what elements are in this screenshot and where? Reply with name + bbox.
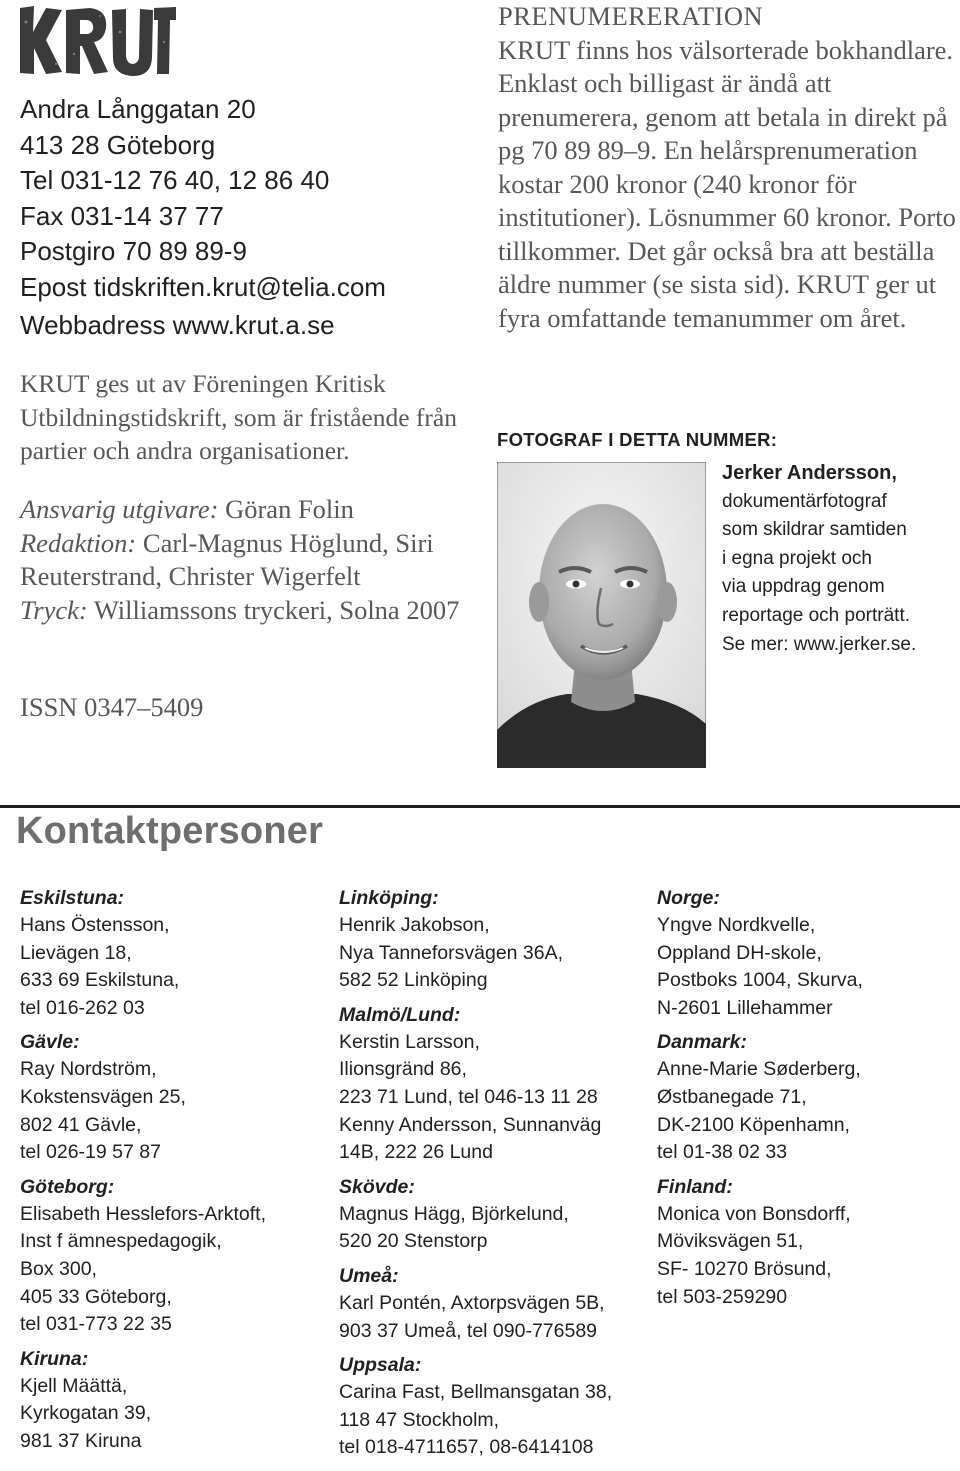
contact-line: Anne-Marie Søderberg, [657, 1058, 861, 1081]
street-address: Andra Långgatan 20 [20, 94, 256, 124]
contact-line: Kerstin Larsson, [339, 1030, 480, 1053]
contact-line: Lievägen 18, [20, 941, 132, 964]
contacts-title: Kontaktpersoner [16, 810, 324, 852]
printer-label: Tryck: [20, 594, 88, 625]
contact-entry [339, 1173, 649, 1256]
contact-line: Henrik Jakobson, [339, 914, 490, 936]
contact-line: N-2601 Lillehammer [657, 996, 833, 1019]
web-address-line: Webbadress www.krut.a.se [20, 310, 335, 340]
contact-line: Ray Nordström, [20, 1058, 157, 1081]
contact-line: Karl Pontén, Axtorpsvägen 5B, [339, 1291, 605, 1314]
contact-city: Gävle: [20, 1031, 80, 1054]
krut-logo [16, 2, 178, 80]
contacts-column-2 [339, 884, 649, 1468]
postgiro-line: Postgiro 70 89 89-9 [20, 236, 247, 266]
contact-line: 118 47 Stockholm, [339, 1408, 500, 1431]
editors-names: Carl-Magnus Höglund, Siri Reuterstrand, Christer Wigerfelt [20, 527, 434, 591]
contact-city: Norge: [657, 887, 720, 909]
contact-entry [20, 1173, 330, 1339]
contact-line: 633 69 Eskilstuna, [20, 969, 180, 992]
publisher-label: Ansvarig utgivare: [20, 494, 219, 524]
contact-line: Elisabeth Hesslefors-Arktoft, [20, 1202, 267, 1225]
contact-line: 520 20 Stenstorp [339, 1230, 488, 1253]
contact-entry [20, 884, 330, 1022]
contact-line: Möviksvägen 51, [657, 1230, 804, 1253]
phone-line: Tel 031-12 76 40, 12 86 40 [20, 165, 330, 195]
contact-line: Ilionsgränd 86, [339, 1058, 467, 1081]
contact-line: tel 018-4711657, 08-6414108 [339, 1436, 594, 1459]
contact-line: tel 503-259290 [657, 1285, 788, 1308]
photographer-name: Jerker Andersson, [722, 462, 897, 484]
contact-city: Finland: [657, 1175, 733, 1198]
editors-label: Redaktion: [20, 527, 137, 558]
contact-city: Umeå: [339, 1264, 399, 1287]
contact-city: Göteborg: [20, 1175, 115, 1198]
contact-line: Postboks 1004, Skurva, [657, 969, 863, 992]
publisher-credit [20, 493, 480, 527]
contact-city: Kiruna: [20, 1347, 89, 1370]
contact-line: Inst f ämnespedagogik, [20, 1230, 222, 1253]
contact-line: DK-2100 Köpenhamn, [657, 1113, 850, 1136]
contact-line: Magnus Hägg, Björkelund, [339, 1202, 569, 1225]
contact-line: 405 33 Göteborg, [20, 1285, 172, 1308]
publisher-name: Göran Folin [218, 494, 354, 524]
postal-city: 413 28 Göteborg [20, 129, 216, 160]
contact-line: 14B, 222 26 Lund [339, 1141, 493, 1164]
contact-line: Box 300, [20, 1257, 97, 1280]
contact-line: tel 026-19 57 87 [20, 1141, 161, 1164]
issn: ISSN 0347–5409 [20, 692, 204, 722]
contact-line: Carina Fast, Bellmansgatan 38, [339, 1381, 613, 1404]
contact-entry [657, 1173, 960, 1311]
contact-line: tel 01-38 02 33 [657, 1141, 788, 1164]
contact-line: 903 37 Umeå, tel 090-776589 [339, 1319, 598, 1342]
contact-city: Malmö/Lund: [339, 1003, 461, 1026]
contact-city: Uppsala: [339, 1354, 422, 1377]
contact-entry [339, 1262, 649, 1345]
contact-line: Østbanegade 71, [657, 1085, 807, 1108]
photographer-description: dokumentärfotograf som skildrar samtiden i egna projekt och via uppdrag genom reportage och porträtt. Se mer: www.jerker.se. [722, 490, 917, 655]
contact-line: 223 71 Lund, tel 046-13 11 28 [339, 1085, 598, 1108]
contact-line: Yngve Nordkvelle, [657, 914, 816, 936]
printer-credit [20, 594, 480, 628]
contact-line: Nya Tanneforsvägen 36A, [339, 941, 564, 964]
address-block [20, 92, 460, 344]
contact-line: Oppland DH-skole, [657, 941, 822, 964]
subscription-block [498, 0, 958, 335]
contact-line: Kenny Andersson, Sunnanväg [339, 1113, 602, 1136]
contact-line: Hans Östensson, [20, 914, 170, 936]
contact-line: tel 031-773 22 35 [20, 1313, 172, 1336]
contact-entry [339, 884, 649, 995]
photographer-bio [722, 459, 958, 659]
contact-line: SF- 10270 Brösund, [657, 1257, 832, 1280]
contact-line: 802 41 Gävle, [20, 1113, 142, 1136]
contact-line: Kokstensvägen 25, [20, 1085, 186, 1108]
contact-line: 582 52 Linköping [339, 969, 488, 992]
photographer-heading: FOTOGRAF I DETTA NUMMER: [497, 429, 778, 450]
contact-city: Skövde: [339, 1175, 415, 1198]
fax-line: Fax 031-14 37 77 [20, 200, 224, 231]
contact-city: Linköping: [339, 887, 439, 909]
contact-entry [339, 1001, 649, 1167]
contact-entry [657, 884, 960, 1022]
credits-block [20, 493, 480, 627]
contact-city: Danmark: [657, 1031, 747, 1054]
about-text: KRUT ges ut av Föreningen Kritisk Utbildningstidskrift, som är fristående från partier och andra organisationer. [20, 369, 457, 465]
contact-line: Kyrkogatan 39, [20, 1402, 152, 1425]
contacts-column-1 [20, 884, 330, 1462]
contact-entry [20, 1345, 330, 1456]
subscription-heading: PRENUMERERATION [498, 1, 764, 31]
subscription-text: KRUT finns hos välsorterade bokhandlare. Enklast och billigast är ändå att prenumerera, genom att betala in direkt på pg 70 89 89–9. En helårsprenumeration kostar 200 kronor (240 kronor för institutioner). Lösnummer 60 kronor. Porto tillkommer. Det går också bra att beställa äldre nummer (se sista sid). KRUT ger ut fyra omfattande temanummer om året. [498, 34, 956, 333]
photographer-portrait-image [497, 462, 706, 768]
contact-line: Monica von Bonsdorff, [657, 1202, 851, 1225]
contacts-column-3 [657, 884, 960, 1317]
contact-entry [20, 1028, 330, 1166]
section-divider [0, 805, 960, 808]
contact-line: tel 016-262 03 [20, 996, 145, 1019]
contact-entry [657, 1028, 960, 1166]
email-line: Epost tidskriften.krut@telia.com [20, 271, 386, 302]
contact-entry [339, 1351, 649, 1462]
contact-city: Eskilstuna: [20, 887, 125, 909]
printer-name: Williamssons tryckeri, Solna 2007 [87, 594, 460, 625]
contact-line: 981 37 Kiruna [20, 1429, 142, 1452]
editors-credit [20, 527, 480, 594]
contact-line: Kjell Määttä, [20, 1374, 128, 1397]
